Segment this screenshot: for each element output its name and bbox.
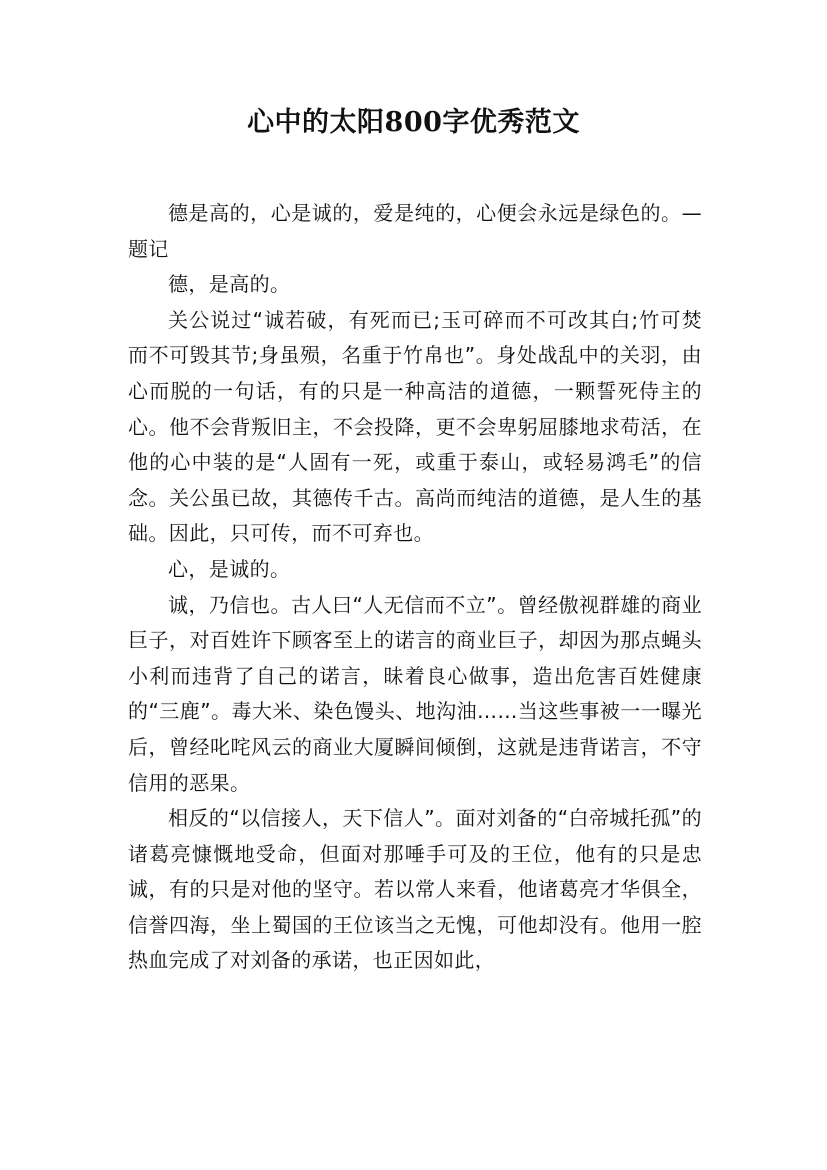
paragraph-integrity: 诚，乃信也。古人曰“人无信而不立”。曾经傲视群雄的商业巨子，对百姓许下顾客至上的诺言的商业巨子，却因为那点蝇头小利而违背了自己的诺言，昧着良心做事，造出危害百姓健康的“三鹿”。毒大米、染色馒头、地沟油……当这些事被一一曝光后，曾经叱咤风云的商业大厦瞬间倾倒，这就是违背诺言，不守信用的恶果。 bbox=[128, 592, 702, 795]
paragraph-zhuge-liang: 相反的“以信接人，天下信人”。面对刘备的“白帝城托孤”的诸葛亮慷慨地受命，但面对那唾手可及的王位，他有的只是忠诚，有的只是对他的坚守。若以常人来看，他诸葛亮才华俱全，信誉四海，坐上蜀国的王位该当之无愧，可他却没有。他用一腔热血完成了对刘备的承诺，也正因如此， bbox=[128, 806, 702, 973]
paragraph-guan-yu: 关公说过“诚若破，有死而已;玉可碎而不可改其白;竹可焚而不可毁其节;身虽殒，名重于竹帛也”。身处战乱中的关羽，由心而脱的一句话，有的只是一种高洁的道德，一颗誓死侍主的心。他不会背叛旧主，不会投降，更不会卑躬屈膝地求苟活，在他的心中装的是“人固有一死，或重于泰山，或轻易鸿毛”的信念。关公虽已故，其德传千古。高尚而纯洁的道德，是人生的基础。因此，只可传，而不可弃也。 bbox=[128, 307, 702, 546]
document-body bbox=[128, 196, 702, 979]
paragraph-epigraph: 德是高的，心是诚的，爱是纯的，心便会永远是绿色的。—题记 bbox=[128, 201, 702, 261]
paragraph-virtue-heading: 德，是高的。 bbox=[168, 272, 291, 297]
paragraph-heart-heading: 心，是诚的。 bbox=[168, 556, 291, 581]
document-title: 心中的太阳800字优秀范文 bbox=[247, 107, 580, 138]
